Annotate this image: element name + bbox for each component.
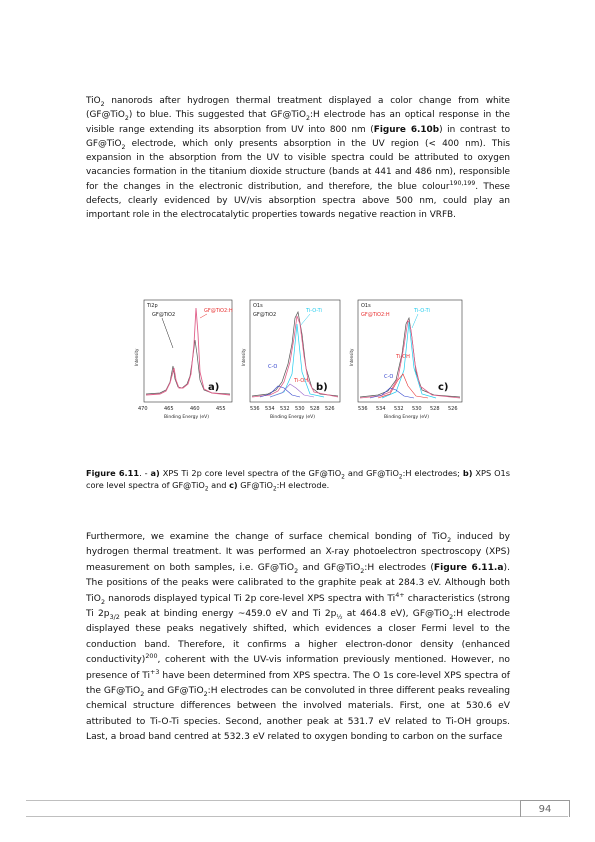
panel-c-core-level: O1s: [361, 303, 371, 309]
panel-c-tick-6: 526: [448, 406, 458, 412]
panel-b-tick-4: 530: [295, 406, 305, 412]
panel-b-tick-3: 532: [280, 406, 290, 412]
panel-c-series-3: Ti-OH: [396, 354, 410, 360]
panel-b-ylabel: Intensity: [241, 348, 246, 366]
panel-a-ti2p: [132, 294, 234, 420]
panel-a-tick-2: 465: [164, 406, 174, 412]
panel-c-tick-2: 534: [376, 406, 386, 412]
panel-c-ylabel: Intensity: [349, 348, 354, 366]
panel-c-tick-4: 530: [412, 406, 422, 412]
panel-a-tick-4: 455: [216, 406, 226, 412]
panel-b-tick-2: 534: [265, 406, 275, 412]
panel-a-core-level: Ti2p: [147, 303, 158, 309]
page-number: 94: [520, 800, 570, 817]
panel-b-series-1: GF@TiO2: [253, 312, 277, 318]
panel-b-o1s: [240, 294, 342, 420]
panel-b-tick-5: 528: [310, 406, 320, 412]
figure-caption: Figure 6.11. - a) XPS Ti 2p core level spectra of the GF@TiO$_2$ and GF@TiO$_2$:H electrodes; b) XPS O1s core level spectra of GF@TiO$_2$ and c) GF@TiO$_2$:H electrode.: [86, 468, 511, 494]
panel-c-series-2: Ti-O-Ti: [414, 308, 430, 314]
panel-c-o1s: [348, 294, 458, 420]
panel-b-label: b): [316, 382, 328, 393]
panel-a-tick-1: 470: [138, 406, 148, 412]
panel-c-blue-peak: [370, 388, 414, 398]
panel-a-series-2: GF@TiO2:H: [204, 308, 233, 314]
panel-a-ylabel: Intensity: [134, 348, 139, 366]
footer-rule: [26, 800, 520, 801]
panel-a-tick-3: 460: [190, 406, 200, 412]
panel-c-xlabel: Binding Energy (eV): [384, 415, 429, 420]
panel-b-tick-6: 526: [325, 406, 335, 412]
panel-a-series-1: GF@TiO2: [152, 312, 176, 318]
panel-c-tick-5: 528: [430, 406, 440, 412]
panel-c-series-4: C-O: [384, 374, 394, 380]
panel-b-xlabel: Binding Energy (eV): [270, 415, 315, 420]
panel-b-tick-1: 536: [250, 406, 260, 412]
panel-c-label: c): [438, 382, 449, 393]
panel-c-tick-3: 532: [394, 406, 404, 412]
body-paragraph-1: TiO$_2$ nanorods after hydrogen thermal treatment displayed a color change from white (GF@TiO$_2$) to blue. This suggested that GF@TiO$_2$:H electrode has an optical response in the visible range extending its absorption from UV into 800 nm (Figure 6.10b) in contrast to GF@TiO$_2$ electrode, which only presents absorption in the UV region (< 400 nm). This expansion in the absorption from the UV to visible spectra could be attributed to oxygen vacancies formation in the titanium dioxide structure (bands at 441 and 486 nm), responsible for the changes in the electronic distribution, and therefore, the blue colour$^{190,199}$. These defects, clearly evidenced by UV/vis absorption spectra above 500 nm, could play an important role in the electrocatalytic properties towards negative reaction in VRFB.: [86, 96, 511, 221]
panel-c-cyan-peak: [382, 322, 436, 398]
xps-figure: [132, 294, 474, 428]
panel-c-series-1: GF@TiO2:H: [361, 312, 390, 318]
panel-b-series-3: C-O: [268, 364, 278, 370]
panel-a-label: a): [208, 382, 220, 393]
panel-b-series-4: Ti-OH: [294, 378, 308, 384]
panel-a-xlabel: Binding Energy (eV): [164, 415, 209, 420]
footer-rule-lower: [26, 816, 568, 817]
panel-b-series-2: Ti-O-Ti: [306, 308, 322, 314]
panel-b-core-level: O1s: [253, 303, 263, 309]
panel-c-tick-1: 536: [358, 406, 368, 412]
body-paragraph-2: Furthermore, we examine the change of surface chemical bonding of TiO$_2$ induced by hydrogen thermal treatment. It was performed an X-ray photoelectron spectroscopy (XPS) measurement on both samples, i.e. GF@TiO$_2$ and GF@TiO$_2$:H electrodes (Figure 6.11.a). The positions of the peaks were calibrated to the graphite peak at 284.3 eV. Although both TiO$_2$ nanorods displayed typical Ti 2p core-level XPS spectra with $Ti^{4+}$ characteristics (strong Ti $2p_{3/2}$ peak at binding energy ~459.0 eV and Ti $2p_{\frac{1}{2}}$ at 464.8 eV), GF@TiO$_2$:H electrode displayed these peaks negatively shifted, which evidences a closer Fermi level to the conduction band. Therefore, it confirms a higher electron-donor density (enhanced conductivity)$^{200}$, coherent with the UV-vis information previously mentioned. However, no presence of $Ti^{+3}$ have been determined from XPS spectra. The O 1s core-level XPS spectra of the GF@TiO$_2$ and GF@TiO$_2$:H electrodes can be convoluted in three different peaks revealing chemical structure differences between the involved materials. First, one at 530.6 eV attributed to Ti-O-Ti species. Second, another peak at 531.7 eV related to Ti-OH groups. Last, a broad band centred at 532.3 eV related to oxygen bonding to carbon on the surface: [86, 532, 511, 743]
